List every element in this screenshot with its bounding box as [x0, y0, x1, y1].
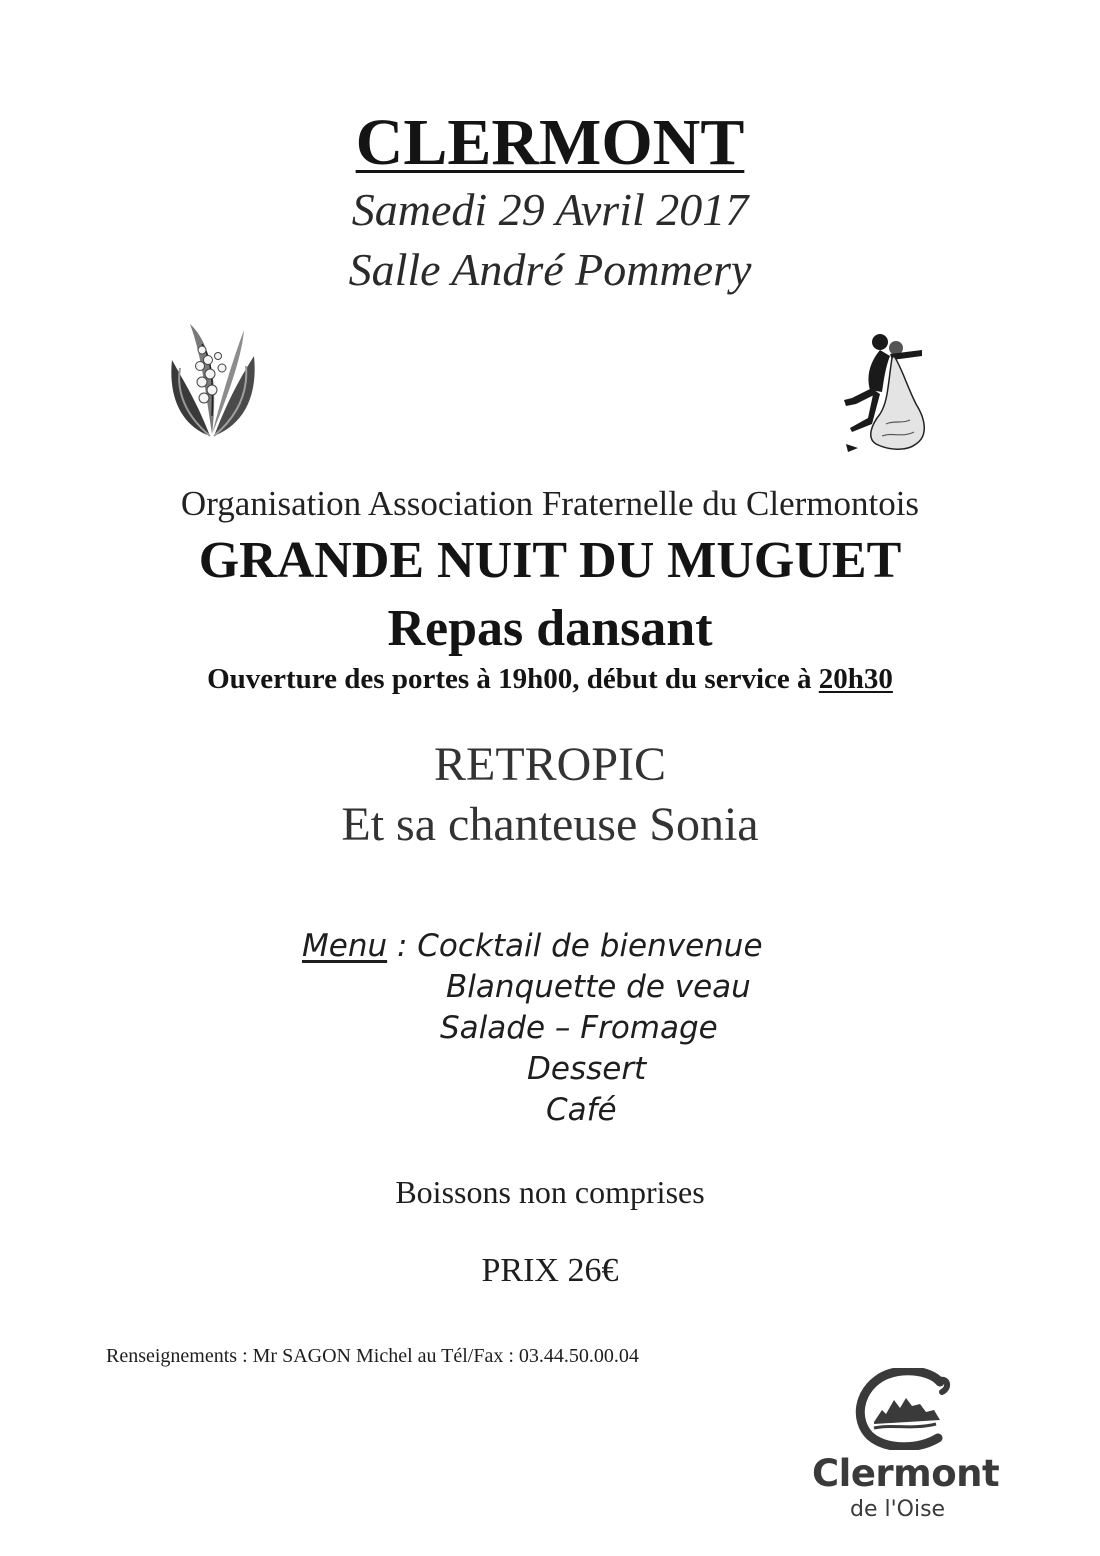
lily-of-the-valley-icon	[162, 316, 262, 440]
drinks-note: Boissons non comprises	[395, 1174, 705, 1210]
event-date: Samedi 29 Avril 2017	[351, 184, 749, 235]
menu-item: Blanquette de veau	[446, 969, 751, 1005]
menu-item: Dessert	[527, 1051, 647, 1087]
city-title: CLERMONT	[355, 106, 745, 179]
price: PRIX 26€	[481, 1252, 619, 1289]
menu-first-line	[302, 926, 763, 966]
menu-separator: :	[387, 928, 418, 964]
organizer-line: Organisation Association Fraternelle du Clermontois	[180, 484, 920, 523]
singer-line: Et sa chanteuse Sonia	[341, 798, 759, 851]
menu-label: Menu	[302, 928, 388, 964]
event-name: GRANDE NUIT DU MUGUET	[198, 532, 902, 589]
menu-item: Salade – Fromage	[440, 1010, 718, 1046]
logo-name: Clermont	[812, 1452, 1000, 1495]
event-venue: Salle André Pommery	[348, 244, 752, 295]
dancing-couple-icon	[836, 328, 932, 460]
event-subtitle: Repas dansant	[387, 600, 713, 657]
opening-hours	[0, 660, 1100, 698]
clermont-logo-icon	[852, 1368, 956, 1450]
menu-item: Cocktail de bienvenue	[417, 928, 763, 964]
band-name: RETROPIC	[433, 738, 667, 791]
menu-item: Café	[546, 1092, 617, 1128]
hours-text: Ouverture des portes à 19h00, début du service à	[207, 663, 819, 695]
logo-subtitle: de l'Oise	[850, 1497, 946, 1522]
contact-info: Renseignements : Mr SAGON Michel au Tél/Fax : 03.44.50.00.04	[106, 1345, 639, 1367]
service-time: 20h30	[818, 663, 893, 695]
